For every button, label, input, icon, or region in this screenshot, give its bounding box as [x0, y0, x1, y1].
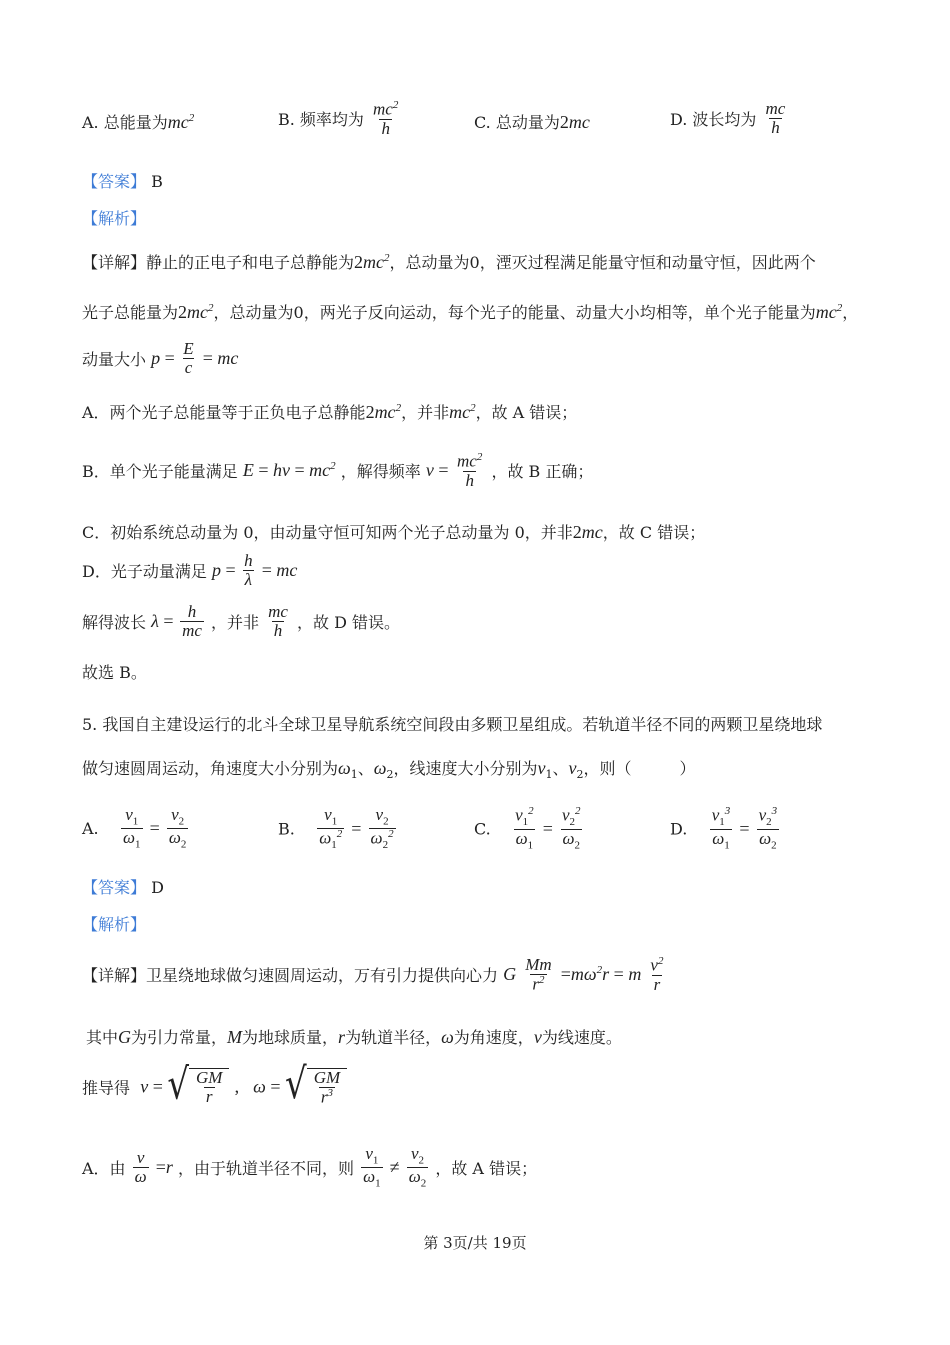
analysis-c: C．初始系统总动量为 0，由动量守恒可知两个光子总动量为 0，并非2mc，故 C 错误；: [82, 522, 706, 542]
q5-option-a: A. $\frac{v_1}{\omega_1}$ = $\frac{v_2}{\omega_2}$: [82, 805, 187, 851]
q5-stem-1: 5. 我国自主建设运行的北斗全球卫星导航系统空间段由多颗卫星组成。若轨道半径不同的两颗卫星绕地球: [82, 715, 823, 734]
page-footer: 第 3页/共 19页: [423, 1234, 527, 1252]
option-c: C. 总动量为2mc: [474, 112, 590, 132]
analysis-a: A．两个光子总能量等于正负电子总静能$2mc^2$，并非$mc^2$，故 A 错误；: [82, 402, 578, 422]
conclusion: 故选 B。: [82, 663, 147, 682]
q5-derive: 推导得 v = √ $\frac{GM}{r}$ , ω = √ $\frac{GM}{r^3}$: [82, 1068, 347, 1106]
detail-line-1: 【详解】静止的正电子和电子总静能为$2mc^2$，总动量为0，湮灭过程满足能量守恒和动量守恒，因此两个: [82, 252, 816, 272]
detail-line-3: 动量大小 p = $\frac{E}{c}$ = mc: [82, 339, 239, 377]
q5-detail-1: 【详解】卫星绕地球做匀速圆周运动，万有引力提供向心力 G $\frac{Mm}{r^2}$ $=m\omega^2r = m$ $\frac{v^2}{r}$: [82, 955, 664, 994]
detail-line-2: 光子总能量为$2mc^2$，总动量为0，两光子反向运动，每个光子的能量、动量大小均相等，单个光子能量为$mc^2$，: [82, 302, 859, 322]
analysis-d: D．光子动量满足 p = $\frac{h}{\lambda}$ = mc: [82, 551, 298, 589]
option-a: A. 总能量为$mc^2$: [82, 112, 195, 132]
q5-stem-2: 做匀速圆周运动，角速度大小分别为$\omega_1$、$\omega_2$，线速度大小分别为$v_1$、$v_2$，则（ ）: [82, 758, 696, 782]
analysis-tag: 【解析】: [82, 209, 147, 228]
q5-answer-line: 【答案】 D: [82, 878, 164, 897]
q5-option-d: D. $\frac{v_1^3}{\omega_1}$ = $\frac{v_2^3}{\omega_2}$: [670, 805, 778, 851]
q5-detail-2: 其中G为引力常量，M为地球质量，r为轨道半径，ω为角速度，v为线速度。: [86, 1027, 622, 1047]
analysis-b: B．单个光子能量满足 $E = h\nu = mc^2$ ，解得频率 ν = $\frac{mc^2}{h}$ ，故 B 正确；: [82, 451, 594, 490]
q5-option-c: C. $\frac{v_1^2}{\omega_1}$ = $\frac{v_2^2}{\omega_2}$: [474, 805, 581, 851]
option-d: D. 波长均为 $\frac{mc}{h}$: [670, 99, 786, 137]
q5-option-b: B. $\frac{v_1}{\omega_1^2}$ = $\frac{v_2}{\omega_2^2}$: [278, 805, 394, 851]
option-b: B. 频率均为 $\frac{mc^2}{h}$: [278, 99, 399, 138]
q5-analysis-tag: 【解析】: [82, 915, 147, 934]
answer-line: 【答案】 B: [82, 172, 163, 191]
analysis-d-2: 解得波长 λ = $\frac{h}{mc}$ ，并非 $\frac{mc}{h}$ ，故 D 错误。: [82, 602, 401, 640]
q5-analysis-a: A．由 $\frac{v}{\omega}$ =r ，由于轨道半径不同，则 $\frac{v_1}{\omega_1}$ ≠ $\frac{v_2}{\omega_2}$ ，故 A 错误；: [82, 1144, 538, 1190]
